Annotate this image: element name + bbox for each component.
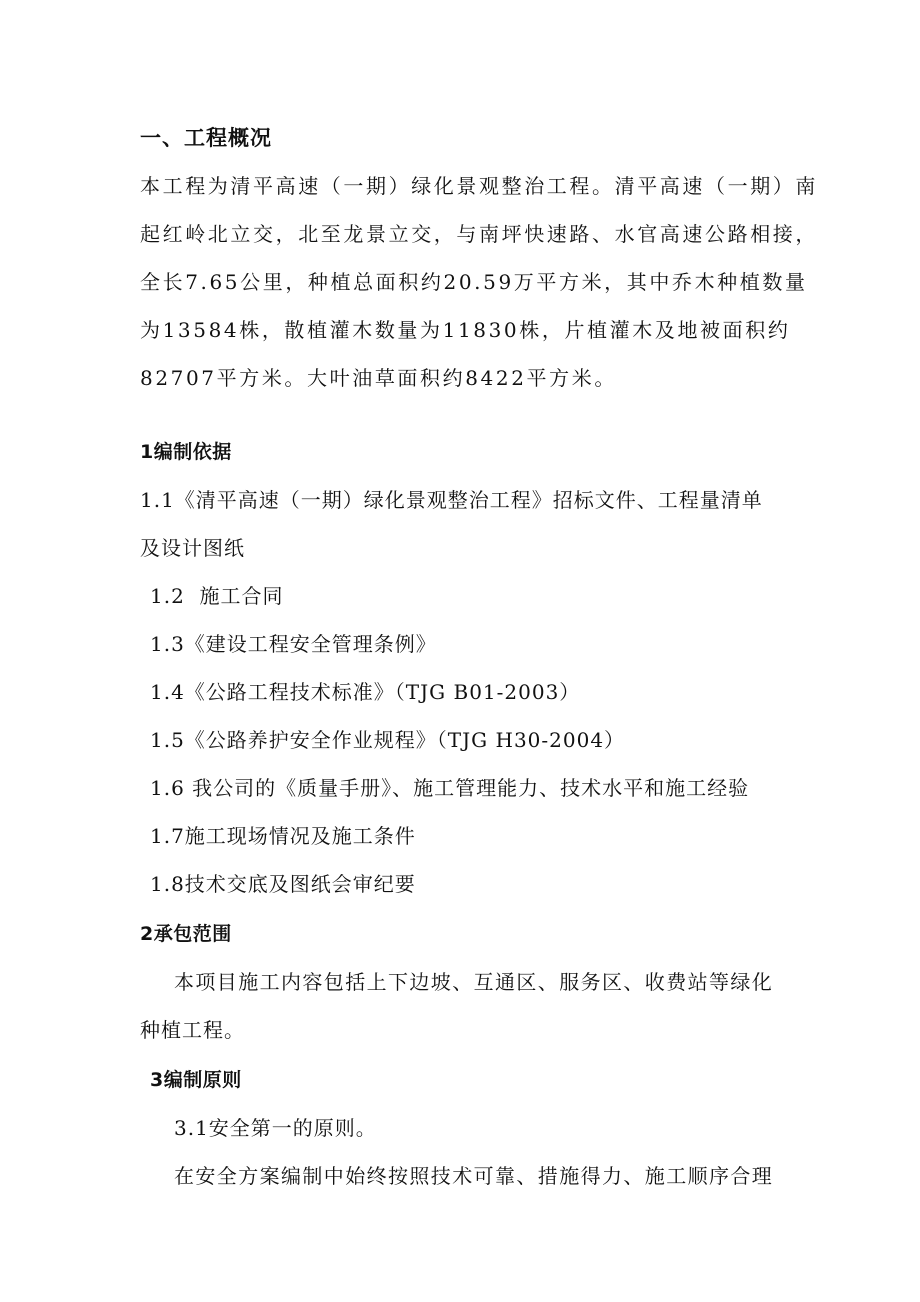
overview-line-2: 起红岭北立交，北至龙景立交，与南坪快速路、水官高速公路相接， xyxy=(140,222,818,246)
overview-line-3: 全长7.65公里，种植总面积约20.59万平方米，其中乔木种植数量 xyxy=(140,270,808,294)
principle-item-3-1: 3.1安全第一的原则。 xyxy=(174,1116,377,1140)
section-overview-title: 一、工程概况 xyxy=(140,126,272,150)
basis-item-1-2: 1.2 施工合同 xyxy=(150,584,284,608)
principle-line-1: 在安全方案编制中始终按照技术可靠、措施得力、施工顺序合理 xyxy=(174,1164,774,1188)
section-basis-title: 1编制依据 xyxy=(140,441,232,463)
basis-item-1-1: 1.1《清平高速（一期）绿化景观整治工程》招标文件、工程量清单 xyxy=(140,488,763,512)
overview-line-4: 为13584株，散植灌木数量为11830株，片植灌木及地被面积约 xyxy=(140,318,791,342)
basis-item-1-5: 1.5《公路养护安全作业规程》（TJG H30-2004） xyxy=(150,728,626,752)
overview-line-5: 82707平方米。大叶油草面积约8422平方米。 xyxy=(140,366,617,390)
basis-item-1-1-cont: 及设计图纸 xyxy=(140,536,245,560)
section-scope-title: 2承包范围 xyxy=(140,923,232,945)
overview-line-1: 本工程为清平高速（一期）绿化景观整治工程。清平高速（一期）南 xyxy=(140,174,818,198)
basis-item-1-6: 1.6 我公司的《质量手册》、施工管理能力、技术水平和施工经验 xyxy=(150,776,750,800)
scope-line-2: 种植工程。 xyxy=(140,1018,245,1042)
section-principles-title: 3编制原则 xyxy=(150,1069,242,1091)
basis-item-1-3: 1.3《建设工程安全管理条例》 xyxy=(150,632,437,656)
scope-line-1: 本项目施工内容包括上下边坡、互通区、服务区、收费站等绿化 xyxy=(174,970,774,994)
basis-item-1-8: 1.8技术交底及图纸会审纪要 xyxy=(150,872,416,896)
basis-item-1-7: 1.7施工现场情况及施工条件 xyxy=(150,824,416,848)
basis-item-1-4: 1.4《公路工程技术标准》（TJG B01-2003） xyxy=(150,680,581,704)
